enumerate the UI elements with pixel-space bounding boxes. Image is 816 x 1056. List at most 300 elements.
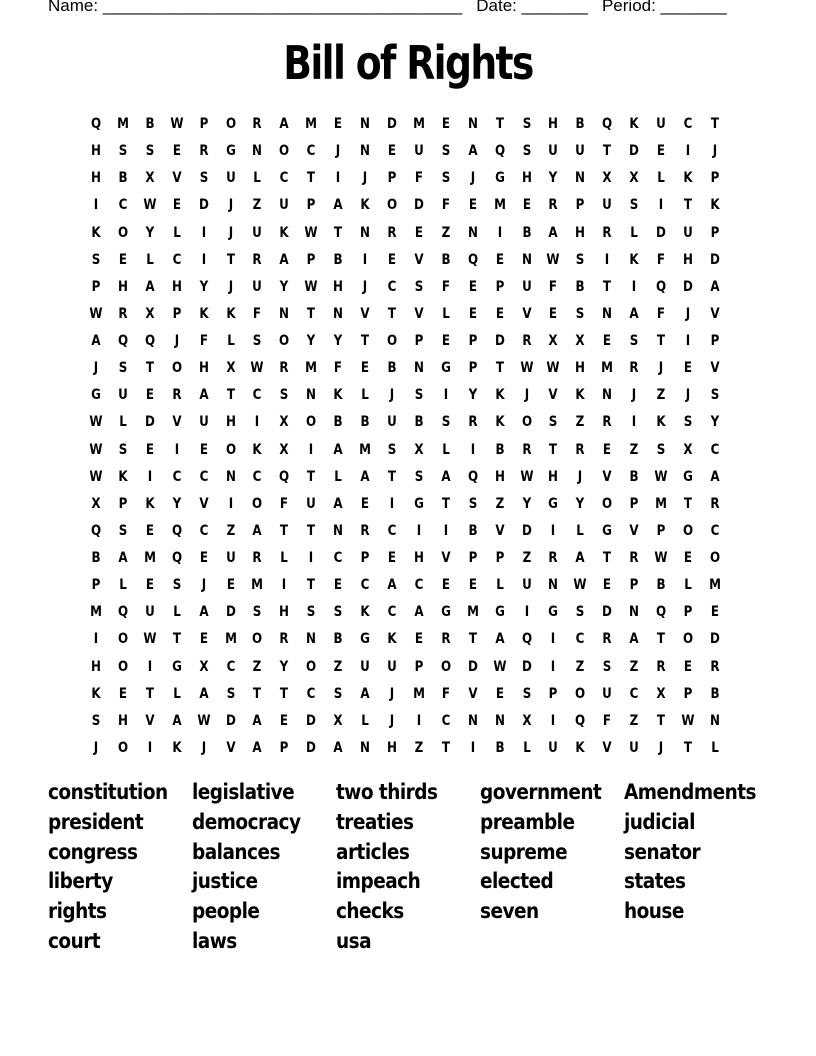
grid-letter: O bbox=[682, 522, 694, 539]
grid-letter: Q bbox=[602, 116, 613, 132]
grid-letter: L bbox=[280, 550, 289, 567]
grid-letter: F bbox=[657, 305, 666, 322]
word-bank-item: two thirds bbox=[336, 780, 438, 804]
grid-letter: P bbox=[629, 577, 639, 594]
grid-letter: K bbox=[279, 224, 289, 241]
grid-letter: X bbox=[145, 305, 155, 322]
grid-letter: E bbox=[334, 577, 343, 594]
grid-letter: R bbox=[575, 441, 585, 458]
grid-letter: M bbox=[493, 197, 506, 214]
grid-letter: E bbox=[441, 116, 450, 132]
grid-letter: E bbox=[441, 333, 450, 350]
grid-letter: G bbox=[91, 387, 101, 404]
grid-letter: N bbox=[413, 360, 424, 377]
grid-letter: X bbox=[575, 333, 585, 350]
grid-letter: E bbox=[522, 197, 531, 214]
grid-letter: J bbox=[389, 387, 395, 404]
grid-letter: Z bbox=[253, 197, 262, 214]
grid-letter: F bbox=[280, 495, 289, 512]
grid-letter: G bbox=[683, 468, 693, 485]
grid-letter: H bbox=[279, 604, 290, 621]
grid-letter: O bbox=[279, 143, 290, 160]
grid-letter: O bbox=[225, 116, 236, 132]
grid-letter: W bbox=[197, 712, 211, 729]
grid-letter: W bbox=[519, 468, 534, 485]
grid-letter: N bbox=[333, 305, 344, 322]
grid-letter: P bbox=[414, 333, 424, 350]
grid-letter: W bbox=[170, 116, 184, 132]
grid-letter: X bbox=[683, 441, 693, 458]
grid-letter: C bbox=[683, 116, 693, 132]
grid-letter: E bbox=[549, 305, 558, 322]
grid-letter: T bbox=[657, 631, 666, 648]
grid-letter: S bbox=[387, 441, 397, 458]
grid-letter: Y bbox=[576, 495, 585, 512]
grid-letter: T bbox=[280, 685, 289, 702]
grid-letter: B bbox=[629, 468, 639, 485]
grid-letter: X bbox=[629, 170, 639, 187]
grid-letter: H bbox=[117, 712, 128, 729]
grid-letter: X bbox=[414, 441, 424, 458]
grid-letter: I bbox=[93, 631, 99, 648]
grid-letter: G bbox=[440, 360, 451, 377]
grid-letter: M bbox=[412, 116, 425, 132]
grid-letter: D bbox=[387, 116, 397, 132]
grid-letter: K bbox=[225, 305, 236, 322]
grid-letter: I bbox=[309, 550, 314, 567]
grid-letter: J bbox=[685, 387, 691, 404]
grid-letter: L bbox=[253, 170, 262, 187]
grid-letter: G bbox=[171, 658, 182, 675]
grid-letter: W bbox=[89, 441, 103, 458]
grid-letter: J bbox=[470, 170, 475, 187]
grid-letter: D bbox=[198, 197, 209, 214]
grid-letter: E bbox=[683, 360, 693, 377]
grid-letter: L bbox=[119, 577, 127, 594]
grid-letter: C bbox=[199, 468, 208, 485]
grid-letter: G bbox=[360, 631, 370, 648]
grid-letter: P bbox=[710, 170, 720, 187]
grid-letter: I bbox=[470, 441, 475, 458]
grid-letter: C bbox=[710, 522, 720, 539]
word-bank-item: states bbox=[624, 869, 686, 894]
grid-letter: W bbox=[654, 468, 668, 485]
grid-letter: C bbox=[576, 631, 585, 648]
grid-letter: I bbox=[416, 522, 422, 539]
grid-letter: R bbox=[548, 550, 559, 567]
grid-letter: B bbox=[710, 685, 720, 702]
grid-letter: W bbox=[250, 360, 265, 377]
grid-letter: B bbox=[575, 278, 585, 295]
grid-letter: L bbox=[361, 387, 369, 404]
grid-letter: D bbox=[225, 604, 236, 621]
grid-letter: Z bbox=[253, 658, 262, 675]
grid-letter: B bbox=[656, 577, 666, 594]
grid-letter: A bbox=[279, 116, 289, 132]
grid-letter: D bbox=[629, 143, 640, 160]
grid-letter: B bbox=[387, 360, 397, 377]
grid-letter: R bbox=[602, 414, 612, 431]
grid-letter: B bbox=[333, 631, 343, 648]
grid-letter: U bbox=[225, 550, 236, 567]
grid-letter: E bbox=[387, 143, 397, 160]
grid-letter: C bbox=[710, 441, 720, 458]
grid-letter: D bbox=[521, 658, 532, 675]
grid-letter: S bbox=[522, 143, 531, 160]
grid-letter: A bbox=[91, 333, 101, 350]
grid-letter: X bbox=[656, 685, 666, 702]
grid-letter: L bbox=[684, 577, 692, 594]
grid-letter: R bbox=[548, 197, 559, 214]
grid-letter: I bbox=[309, 441, 314, 458]
grid-letter: L bbox=[334, 468, 342, 485]
grid-letter: M bbox=[466, 604, 479, 621]
grid-letter: M bbox=[251, 577, 264, 594]
grid-letter: E bbox=[280, 712, 289, 729]
word-bank-item: democracy bbox=[192, 809, 301, 834]
grid-letter: J bbox=[93, 360, 99, 377]
grid-letter: C bbox=[199, 522, 208, 539]
grid-letter: Q bbox=[90, 116, 102, 132]
grid-letter: L bbox=[630, 224, 638, 241]
grid-letter: X bbox=[333, 712, 343, 729]
grid-letter: K bbox=[656, 414, 666, 431]
grid-letter: O bbox=[225, 441, 236, 458]
grid-letter: E bbox=[145, 387, 154, 404]
grid-letter: R bbox=[521, 441, 532, 458]
grid-letter: A bbox=[710, 468, 720, 485]
grid-letter: L bbox=[226, 333, 235, 350]
grid-letter: E bbox=[495, 685, 504, 702]
grid-letter: N bbox=[548, 577, 559, 594]
grid-letter: Z bbox=[441, 224, 451, 241]
grid-letter: U bbox=[683, 224, 693, 241]
grid-letter: N bbox=[252, 143, 263, 160]
grid-letter: T bbox=[307, 522, 316, 539]
grid-letter: P bbox=[279, 739, 289, 756]
grid-letter: W bbox=[654, 550, 668, 567]
grid-letter: C bbox=[226, 658, 235, 675]
grid-letter: R bbox=[629, 550, 639, 567]
grid-letter: S bbox=[576, 305, 585, 322]
grid-letter: V bbox=[225, 739, 236, 756]
grid-letter: E bbox=[361, 360, 370, 377]
grid-letter: V bbox=[602, 739, 612, 756]
grid-letter: W bbox=[546, 251, 561, 268]
grid-letter: S bbox=[629, 333, 639, 350]
grid-letter: B bbox=[360, 414, 370, 431]
grid-letter: A bbox=[199, 604, 209, 621]
grid-letter: Z bbox=[522, 550, 531, 567]
grid-letter: J bbox=[712, 143, 718, 160]
grid-letter: I bbox=[147, 468, 153, 485]
grid-letter: C bbox=[387, 522, 397, 539]
grid-letter: E bbox=[118, 251, 127, 268]
grid-letter: D bbox=[413, 197, 424, 214]
grid-letter: T bbox=[683, 197, 693, 214]
word-bank-item: supreme bbox=[480, 839, 568, 864]
grid-letter: C bbox=[118, 197, 128, 214]
grid-letter: R bbox=[710, 495, 720, 512]
grid-letter: I bbox=[335, 170, 341, 187]
grid-letter: P bbox=[468, 333, 478, 350]
grid-letter: X bbox=[279, 441, 289, 458]
grid-letter: P bbox=[576, 197, 585, 214]
grid-letter: E bbox=[361, 495, 370, 512]
grid-letter: A bbox=[333, 739, 343, 756]
grid-letter: T bbox=[603, 143, 612, 160]
grid-letter: F bbox=[441, 197, 450, 214]
grid-letter: F bbox=[334, 360, 343, 377]
grid-letter: I bbox=[658, 197, 664, 214]
grid-letter: N bbox=[575, 170, 586, 187]
grid-letter: N bbox=[494, 712, 505, 729]
grid-letter: M bbox=[305, 360, 318, 377]
grid-letter: U bbox=[306, 495, 317, 512]
grid-letter: N bbox=[360, 116, 371, 132]
grid-letter: O bbox=[252, 495, 263, 512]
grid-letter: N bbox=[225, 468, 236, 485]
grid-letter: R bbox=[468, 414, 478, 431]
grid-letter: A bbox=[414, 604, 424, 621]
grid-letter: H bbox=[91, 658, 101, 675]
grid-letter: A bbox=[199, 387, 209, 404]
grid-letter: T bbox=[468, 631, 477, 648]
grid-letter: P bbox=[387, 170, 397, 187]
grid-letter: B bbox=[468, 522, 478, 539]
grid-letter: A bbox=[333, 495, 343, 512]
grid-letter: N bbox=[629, 604, 640, 621]
word-bank-column bbox=[480, 780, 624, 929]
name-label: Name: ______________________________________ bbox=[48, 0, 463, 15]
grid-letter: D bbox=[467, 658, 478, 675]
grid-letter: W bbox=[143, 197, 157, 214]
grid-letter: A bbox=[441, 468, 451, 485]
grid-letter: W bbox=[89, 414, 103, 431]
word-bank-item: laws bbox=[192, 928, 237, 953]
grid-letter: N bbox=[467, 712, 478, 729]
grid-letter: T bbox=[307, 577, 316, 594]
grid-letter: Z bbox=[656, 387, 666, 404]
grid-letter: D bbox=[709, 631, 720, 648]
grid-letter: I bbox=[551, 658, 556, 675]
word-bank-item: justice bbox=[192, 869, 258, 894]
grid-letter: I bbox=[470, 739, 475, 756]
grid-letter: M bbox=[143, 550, 156, 567]
word-bank-item: checks bbox=[336, 899, 404, 924]
grid-letter: K bbox=[629, 251, 639, 268]
grid-letter: H bbox=[548, 468, 559, 485]
grid-letter: C bbox=[414, 577, 424, 594]
grid-letter: I bbox=[282, 577, 287, 594]
grid-letter: U bbox=[198, 414, 209, 431]
grid-letter: J bbox=[93, 739, 99, 756]
grid-letter: P bbox=[549, 685, 558, 702]
grid-letter: C bbox=[387, 604, 397, 621]
word-bank-column bbox=[336, 780, 480, 959]
grid-letter: O bbox=[306, 658, 317, 675]
grid-letter: P bbox=[172, 305, 182, 322]
grid-letter: G bbox=[548, 495, 559, 512]
grid-letter: A bbox=[279, 251, 289, 268]
grid-letter: Q bbox=[279, 468, 290, 485]
grid-letter: P bbox=[683, 685, 693, 702]
grid-letter: E bbox=[145, 522, 154, 539]
grid-letter: E bbox=[414, 224, 423, 241]
grid-letter: T bbox=[683, 739, 693, 756]
word-bank-item: impeach bbox=[336, 869, 421, 894]
grid-letter: T bbox=[334, 224, 343, 241]
grid-letter: I bbox=[631, 278, 637, 295]
grid-letter: K bbox=[683, 170, 693, 187]
grid-letter: O bbox=[171, 360, 182, 377]
grid-letter: E bbox=[468, 197, 477, 214]
grid-letter: S bbox=[253, 333, 262, 350]
grid-letter: O bbox=[682, 631, 694, 648]
grid-letter: V bbox=[414, 251, 424, 268]
grid-letter: I bbox=[416, 712, 422, 729]
grid-letter: E bbox=[226, 577, 235, 594]
grid-letter: O bbox=[117, 224, 128, 241]
grid-letter: U bbox=[602, 197, 613, 214]
grid-letter: A bbox=[495, 631, 505, 648]
grid-letter: S bbox=[441, 143, 451, 160]
grid-letter: S bbox=[199, 170, 208, 187]
word-bank-item: preamble bbox=[480, 809, 575, 834]
grid-letter: I bbox=[605, 251, 610, 268]
grid-letter: H bbox=[91, 170, 101, 187]
grid-letter: T bbox=[145, 685, 154, 702]
grid-letter: R bbox=[252, 116, 263, 132]
grid-letter: D bbox=[521, 522, 532, 539]
grid-letter: G bbox=[494, 170, 505, 187]
grid-letter: M bbox=[359, 441, 372, 458]
grid-letter: S bbox=[602, 658, 612, 675]
grid-letter: I bbox=[685, 143, 691, 160]
grid-letter: P bbox=[656, 522, 666, 539]
grid-letter: M bbox=[116, 116, 129, 132]
grid-letter: E bbox=[145, 577, 154, 594]
grid-letter: K bbox=[118, 468, 128, 485]
grid-letter: K bbox=[172, 739, 182, 756]
grid-letter: Z bbox=[629, 441, 639, 458]
grid-letter: N bbox=[467, 224, 478, 241]
word-bank-item: court bbox=[48, 928, 101, 953]
grid-letter: Q bbox=[575, 712, 586, 729]
grid-letter: Q bbox=[521, 631, 532, 648]
grid-letter: E bbox=[468, 577, 477, 594]
grid-letter: M bbox=[90, 604, 102, 621]
grid-letter: Q bbox=[494, 143, 505, 160]
grid-letter: U bbox=[118, 387, 128, 404]
grid-letter: R bbox=[252, 550, 263, 567]
grid-letter: O bbox=[386, 197, 398, 214]
grid-letter: Y bbox=[172, 495, 182, 512]
grid-letter: J bbox=[228, 224, 233, 241]
grid-letter: L bbox=[172, 224, 181, 241]
grid-letter: O bbox=[117, 739, 128, 756]
grid-letter: X bbox=[145, 170, 155, 187]
grid-letter: S bbox=[118, 143, 128, 160]
grid-letter: S bbox=[118, 522, 128, 539]
grid-letter: R bbox=[279, 631, 289, 648]
grid-letter: E bbox=[172, 143, 181, 160]
grid-letter: O bbox=[117, 658, 128, 675]
grid-letter: Z bbox=[226, 522, 235, 539]
grid-letter: L bbox=[495, 577, 504, 594]
grid-letter: Y bbox=[522, 495, 531, 512]
word-bank-item: Amendments bbox=[624, 780, 756, 804]
grid-letter: E bbox=[172, 197, 181, 214]
grid-letter: Z bbox=[333, 658, 343, 675]
grid-letter: V bbox=[172, 170, 182, 187]
grid-letter: A bbox=[333, 197, 343, 214]
grid-letter: T bbox=[253, 685, 262, 702]
grid-letter: J bbox=[201, 739, 206, 756]
grid-letter: J bbox=[658, 360, 664, 377]
grid-letter: W bbox=[304, 278, 318, 295]
grid-letter: V bbox=[629, 522, 639, 539]
grid-letter: H bbox=[548, 116, 559, 132]
grid-letter: I bbox=[362, 251, 368, 268]
grid-letter: C bbox=[629, 685, 639, 702]
grid-letter: Y bbox=[468, 387, 478, 404]
grid-letter: W bbox=[681, 712, 695, 729]
word-bank-item: balances bbox=[192, 839, 280, 864]
grid-letter: M bbox=[305, 116, 318, 132]
grid-letter: E bbox=[199, 631, 208, 648]
grid-letter: Z bbox=[495, 495, 504, 512]
grid-letter: Q bbox=[656, 604, 667, 621]
grid-letter: D bbox=[656, 224, 667, 241]
grid-letter: U bbox=[252, 224, 263, 241]
word-bank-column bbox=[192, 780, 336, 959]
grid-letter: Y bbox=[199, 278, 208, 295]
word-bank-item: judicial bbox=[624, 809, 695, 834]
grid-letter: P bbox=[306, 251, 316, 268]
grid-letter: J bbox=[389, 685, 395, 702]
grid-letter: A bbox=[360, 685, 370, 702]
grid-letter: E bbox=[414, 631, 423, 648]
grid-letter: V bbox=[414, 305, 424, 322]
word-bank-column bbox=[48, 780, 192, 959]
grid-letter: S bbox=[576, 604, 585, 621]
grid-letter: L bbox=[172, 685, 181, 702]
grid-letter: L bbox=[119, 414, 127, 431]
grid-letter: X bbox=[521, 712, 532, 729]
grid-letter: Y bbox=[280, 658, 289, 675]
grid-letter: X bbox=[225, 360, 236, 377]
word-bank-item: usa bbox=[336, 928, 372, 953]
grid-letter: S bbox=[333, 604, 343, 621]
grid-letter: T bbox=[603, 550, 612, 567]
grid-letter: V bbox=[199, 495, 209, 512]
grid-letter: S bbox=[118, 441, 128, 458]
grid-letter: S bbox=[414, 278, 424, 295]
word-bank-item: house bbox=[624, 899, 684, 924]
grid-letter: F bbox=[414, 170, 423, 187]
grid-letter: F bbox=[549, 278, 558, 295]
grid-letter: W bbox=[304, 224, 318, 241]
grid-letter: D bbox=[306, 739, 317, 756]
grid-letter: P bbox=[468, 360, 478, 377]
grid-letter: R bbox=[629, 360, 639, 377]
grid-letter: G bbox=[602, 522, 613, 539]
grid-letter: I bbox=[443, 522, 449, 539]
grid-letter: E bbox=[468, 305, 477, 322]
grid-letter: T bbox=[710, 116, 719, 132]
grid-letter: M bbox=[708, 577, 721, 594]
